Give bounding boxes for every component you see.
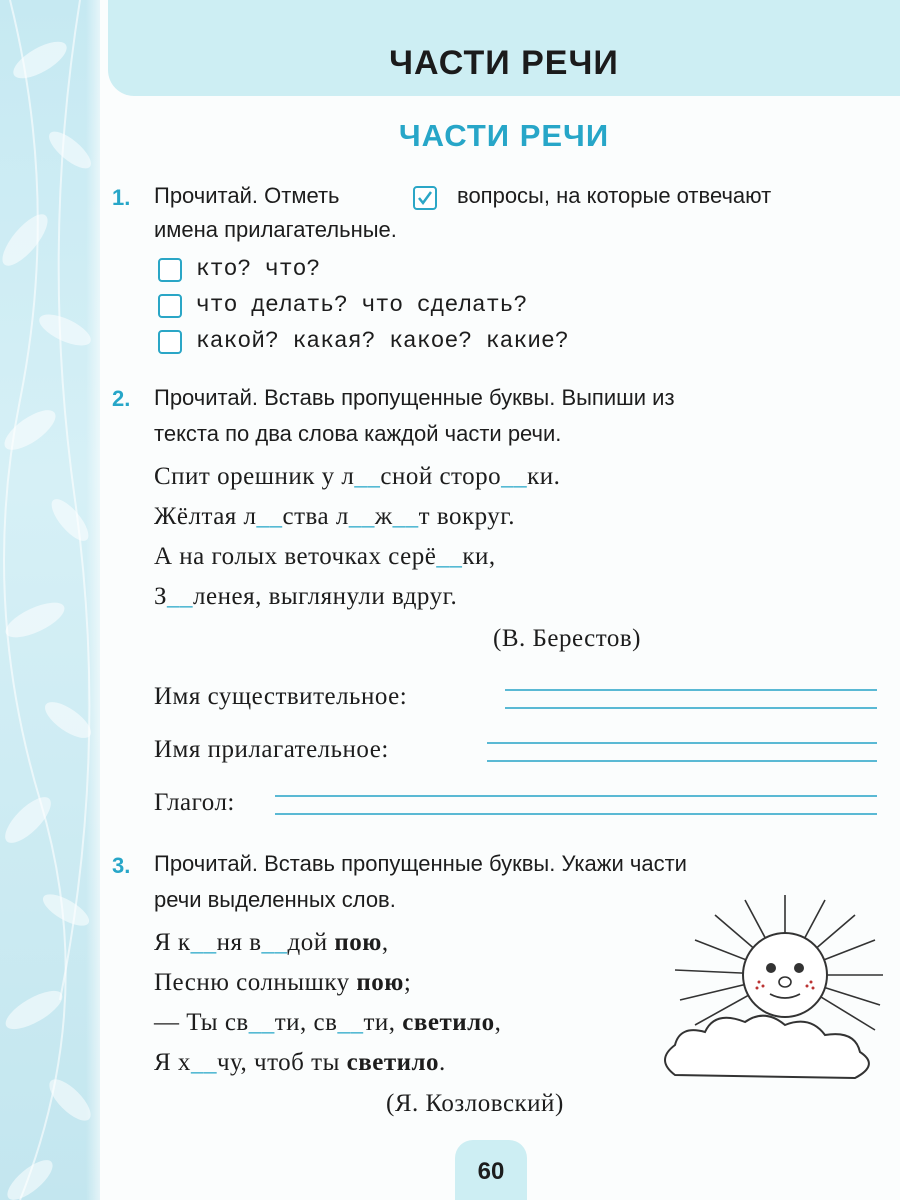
task-text: имена прилагательные. xyxy=(154,217,397,242)
poem-line: Я к__ня в__дой пою, xyxy=(154,929,389,956)
option-label: кто? что? xyxy=(196,256,321,282)
checkmark-example-icon xyxy=(413,186,437,210)
answer-line[interactable] xyxy=(275,813,877,815)
option-label: что делать? что сделать? xyxy=(196,292,528,318)
poem-line: Жёлтая л__ства л__ж__т вокруг. xyxy=(154,503,515,530)
section-title: ЧАСТИ РЕЧИ xyxy=(398,118,610,153)
answer-line[interactable] xyxy=(487,760,877,762)
task-number: 1. xyxy=(112,185,131,210)
answer-label: Глагол: xyxy=(154,789,235,816)
task-text: речи выделенных слов. xyxy=(154,887,396,912)
answer-checkbox[interactable] xyxy=(158,258,182,282)
answer-checkbox[interactable] xyxy=(158,294,182,318)
poem-line: Спит орешник у л__сной сторо__ки. xyxy=(154,463,561,490)
answer-line[interactable] xyxy=(487,742,877,744)
answer-label: Имя прилагательное: xyxy=(154,736,389,763)
task-number: 3. xyxy=(112,853,131,878)
task-text: вопросы, на которые отвечают xyxy=(457,183,772,208)
answer-line[interactable] xyxy=(505,707,877,709)
task-text: Прочитай. Отметь xyxy=(154,183,340,208)
page-number: 60 xyxy=(455,1140,527,1200)
option-label: какой? какая? какое? какие? xyxy=(196,328,569,354)
task-text: Прочитай. Вставь пропущенные буквы. Выпиши из xyxy=(154,385,675,410)
decorative-leaf-strip xyxy=(0,0,100,1200)
poem-line: — Ты св__ти, св__ти, светило, xyxy=(154,1009,502,1036)
task-number: 2. xyxy=(112,386,131,411)
poem-line: Я х__чу, чтоб ты светило. xyxy=(154,1049,446,1076)
poem-line: Песню солнышку пою; xyxy=(154,969,412,996)
answer-line[interactable] xyxy=(505,689,877,691)
poem-author: (В. Берестов) xyxy=(493,625,641,652)
task-text: Прочитай. Вставь пропущенные буквы. Укажи части xyxy=(154,851,687,876)
poem-line: А на голых веточках серё__ки, xyxy=(154,543,496,570)
answer-line[interactable] xyxy=(275,795,877,797)
chapter-title: ЧАСТИ РЕЧИ xyxy=(389,44,619,82)
answer-checkbox[interactable] xyxy=(158,330,182,354)
poem-line: З__ленея, выглянули вдруг. xyxy=(154,583,458,610)
answer-label: Имя существительное: xyxy=(154,683,408,710)
poem-author: (Я. Козловский) xyxy=(386,1090,564,1117)
task-text: текста по два слова каждой части речи. xyxy=(154,421,562,446)
sun-with-cloud-illustration xyxy=(635,890,885,1090)
